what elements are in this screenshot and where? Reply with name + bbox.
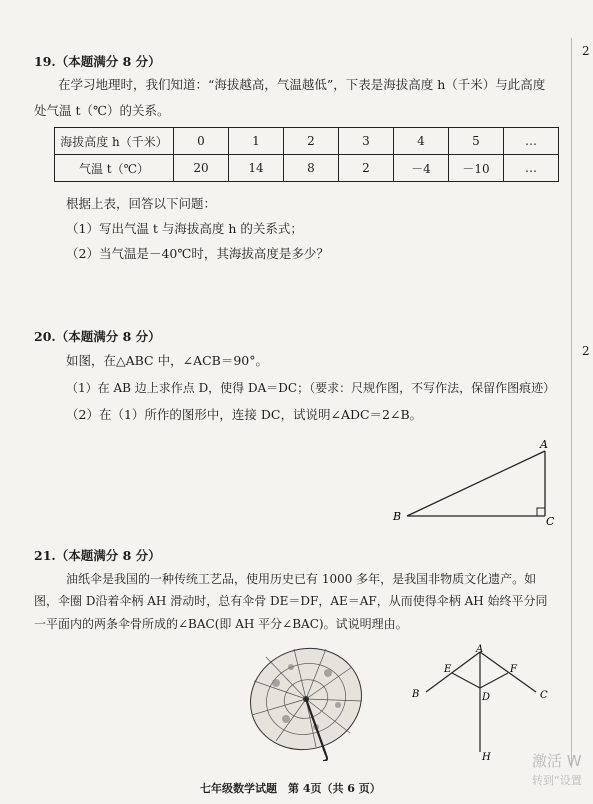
label-a: A: [540, 438, 548, 451]
oil-paper-umbrella-picture: [246, 643, 370, 761]
altitude-temperature-table: [54, 127, 559, 182]
q21-line2: 图，伞圈 D沿着伞柄 AH 滑动时，总有伞骨 DE＝DF，AE＝AF，从而使得伞柄 AH 始终平分同: [34, 594, 548, 608]
q21-line3: 一平面内的两条伞骨所成的∠BAC(即 AH 平分∠BAC)。试说明理由。: [34, 617, 408, 631]
q19-part2: （2）当气温是－40℃时，其海拔高度是多少？: [66, 246, 329, 261]
table-cell: －10: [449, 155, 504, 182]
label-f: F: [510, 664, 517, 675]
table-cell: …: [504, 128, 559, 155]
table-cell: 2: [339, 155, 394, 182]
table-cell: 14: [229, 155, 284, 182]
side-mark-middle: 2: [582, 344, 590, 358]
q21-heading: 21.（本题满分 8 分）: [34, 548, 161, 563]
label-d: D: [482, 692, 491, 703]
q19-intro-line1: 在学习地理时，我们知道：“海拔越高，气温越低”，下表是海拔高度 h（千米）与此高度: [58, 77, 546, 92]
right-triangle-figure: [385, 436, 565, 528]
label-h: H: [482, 752, 491, 763]
segment-df: [480, 673, 508, 688]
q19-intro-line2: 处气温 t（℃）的关系。: [34, 103, 170, 118]
activation-watermark-line1: 激活 W: [532, 752, 582, 770]
label-c: C: [546, 515, 555, 528]
table-row: [55, 128, 559, 155]
q20-heading: 20.（本题满分 8 分）: [34, 329, 161, 344]
q19-heading: 19.（本题满分 8 分）: [34, 54, 161, 69]
table-row-header: 海拔高度 h（千米）: [55, 128, 174, 155]
segment-ac: [480, 652, 536, 692]
table-cell: 1: [229, 128, 284, 155]
q20-part2: （2）在（1）所作的图形中，连接 DC，试说明∠ADC＝2∠B。: [66, 407, 423, 422]
segment-de: [452, 673, 480, 688]
q20-part1: （1）在 AB 边上求作点 D，使得 DA＝DC；（要求：尺规作图，不写作法，保留作图痕迹）: [66, 381, 556, 395]
activation-watermark-line2: 转到“设置: [532, 774, 582, 787]
label-a: A: [476, 644, 484, 655]
table-cell: 5: [449, 128, 504, 155]
table-row-header: 气温 t（℃）: [55, 155, 174, 182]
q19-part1: （1）写出气温 t 与海拔高度 h 的关系式；: [66, 221, 303, 236]
segment-ab: [426, 652, 480, 692]
label-b: B: [393, 510, 402, 523]
table-cell: 0: [174, 128, 229, 155]
table-cell: －4: [394, 155, 449, 182]
binding-margin-line: [571, 38, 572, 768]
side-mark-top: 2: [582, 44, 590, 58]
umbrella-geometry-diagram: [404, 644, 554, 766]
table-cell: 8: [284, 155, 339, 182]
table-cell: 20: [174, 155, 229, 182]
table-cell: 3: [339, 128, 394, 155]
table-cell: 4: [394, 128, 449, 155]
table-row: [55, 155, 559, 182]
q20-intro: 如图，在△ABC 中，∠ACB＝90°。: [66, 353, 269, 368]
q21-line1: 油纸伞是我国的一种传统工艺品，使用历史已有 1000 多年，是我国非物质文化遗产。如: [66, 572, 537, 586]
table-cell: 2: [284, 128, 339, 155]
page-footer: 七年级数学试题 第 4页（共 6 页）: [200, 782, 381, 795]
label-e: E: [444, 664, 452, 675]
table-cell: …: [504, 155, 559, 182]
q19-prompt: 根据上表，回答以下问题：: [66, 196, 217, 211]
label-b: B: [412, 689, 420, 700]
segment-ab: [407, 451, 545, 516]
right-angle-mark: [537, 508, 545, 516]
label-c: C: [540, 690, 548, 701]
